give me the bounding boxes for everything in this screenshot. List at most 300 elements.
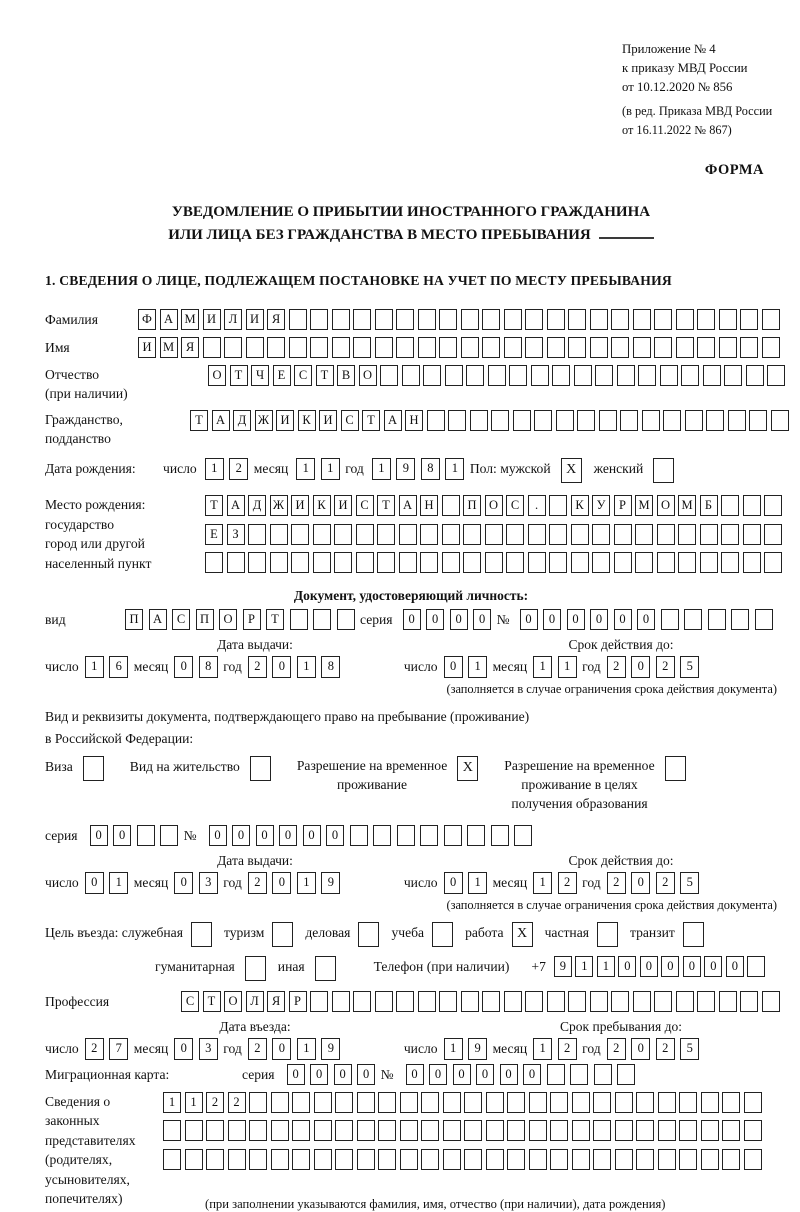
char-cell[interactable] bbox=[509, 365, 527, 386]
char-cell[interactable] bbox=[529, 1149, 547, 1170]
char-cell[interactable]: З bbox=[227, 524, 245, 545]
char-cell[interactable] bbox=[549, 552, 567, 573]
char-cell[interactable] bbox=[507, 1092, 525, 1113]
char-cell[interactable] bbox=[427, 410, 445, 431]
char-cell[interactable] bbox=[514, 825, 532, 846]
char-cell[interactable] bbox=[504, 991, 522, 1012]
char-cell[interactable] bbox=[719, 309, 737, 330]
char-cell[interactable] bbox=[617, 365, 635, 386]
char-cell[interactable] bbox=[402, 365, 420, 386]
char-cell[interactable] bbox=[357, 1120, 375, 1141]
char-cell[interactable] bbox=[749, 410, 767, 431]
char-cell[interactable] bbox=[335, 1149, 353, 1170]
checkbox-female[interactable] bbox=[653, 458, 674, 483]
char-cell[interactable] bbox=[615, 1092, 633, 1113]
char-cell[interactable]: А bbox=[212, 410, 230, 431]
char-cell[interactable] bbox=[397, 825, 415, 846]
char-cell[interactable] bbox=[292, 1149, 310, 1170]
char-cell[interactable] bbox=[762, 309, 780, 330]
char-cell[interactable]: А bbox=[384, 410, 402, 431]
char-cell[interactable]: А bbox=[227, 495, 245, 516]
char-cell[interactable] bbox=[740, 991, 758, 1012]
char-cell[interactable]: 1 bbox=[444, 1038, 463, 1060]
char-cell[interactable]: Т bbox=[230, 365, 248, 386]
checkbox-other-purpose[interactable] bbox=[315, 956, 336, 981]
char-cell[interactable]: 0 bbox=[704, 956, 722, 977]
char-cell[interactable] bbox=[443, 1092, 461, 1113]
char-cell[interactable] bbox=[227, 552, 245, 573]
char-cell[interactable] bbox=[418, 991, 436, 1012]
char-cell[interactable] bbox=[550, 1149, 568, 1170]
char-cell[interactable]: Т bbox=[266, 609, 284, 630]
char-cell[interactable]: Я bbox=[267, 991, 285, 1012]
char-cell[interactable] bbox=[590, 991, 608, 1012]
char-cell[interactable] bbox=[701, 1149, 719, 1170]
char-cell[interactable] bbox=[550, 1120, 568, 1141]
char-cell[interactable] bbox=[464, 1120, 482, 1141]
char-cell[interactable]: 0 bbox=[520, 609, 538, 630]
char-cell[interactable] bbox=[396, 991, 414, 1012]
char-cell[interactable] bbox=[353, 309, 371, 330]
char-cell[interactable] bbox=[445, 365, 463, 386]
char-cell[interactable]: Е bbox=[273, 365, 291, 386]
char-cell[interactable]: 6 bbox=[109, 656, 128, 678]
char-cell[interactable]: 2 bbox=[228, 1092, 246, 1113]
char-cell[interactable]: У bbox=[592, 495, 610, 516]
char-cell[interactable] bbox=[357, 1149, 375, 1170]
char-cell[interactable] bbox=[400, 1149, 418, 1170]
char-cell[interactable]: 8 bbox=[199, 656, 218, 678]
char-cell[interactable] bbox=[488, 365, 506, 386]
char-cell[interactable] bbox=[700, 524, 718, 545]
char-cell[interactable] bbox=[654, 337, 672, 358]
char-cell[interactable]: 1 bbox=[533, 656, 552, 678]
char-cell[interactable] bbox=[249, 1092, 267, 1113]
char-cell[interactable] bbox=[719, 991, 737, 1012]
char-cell[interactable] bbox=[743, 495, 761, 516]
char-cell[interactable] bbox=[552, 365, 570, 386]
char-cell[interactable] bbox=[420, 524, 438, 545]
char-cell[interactable] bbox=[740, 309, 758, 330]
char-cell[interactable]: П bbox=[196, 609, 214, 630]
char-cell[interactable] bbox=[592, 524, 610, 545]
char-cell[interactable] bbox=[700, 552, 718, 573]
char-cell[interactable] bbox=[708, 609, 726, 630]
char-cell[interactable]: 7 bbox=[109, 1038, 128, 1060]
char-cell[interactable] bbox=[654, 309, 672, 330]
char-cell[interactable] bbox=[491, 410, 509, 431]
char-cell[interactable]: Т bbox=[190, 410, 208, 431]
checkbox-transit[interactable] bbox=[683, 922, 704, 947]
char-cell[interactable]: 1 bbox=[297, 656, 316, 678]
char-cell[interactable] bbox=[353, 337, 371, 358]
char-cell[interactable] bbox=[464, 1149, 482, 1170]
char-cell[interactable]: 0 bbox=[287, 1064, 305, 1085]
char-cell[interactable] bbox=[485, 524, 503, 545]
char-cell[interactable]: 1 bbox=[372, 458, 391, 480]
char-cell[interactable] bbox=[206, 1149, 224, 1170]
char-cell[interactable] bbox=[291, 524, 309, 545]
char-cell[interactable] bbox=[663, 410, 681, 431]
char-cell[interactable]: Л bbox=[224, 309, 242, 330]
char-cell[interactable] bbox=[418, 309, 436, 330]
char-cell[interactable] bbox=[611, 991, 629, 1012]
char-cell[interactable] bbox=[654, 991, 672, 1012]
char-cell[interactable] bbox=[590, 309, 608, 330]
char-cell[interactable] bbox=[464, 1092, 482, 1113]
char-cell[interactable] bbox=[743, 524, 761, 545]
char-cell[interactable] bbox=[611, 309, 629, 330]
char-cell[interactable]: И bbox=[276, 410, 294, 431]
char-cell[interactable] bbox=[396, 309, 414, 330]
char-cell[interactable] bbox=[291, 552, 309, 573]
char-cell[interactable] bbox=[615, 1120, 633, 1141]
char-cell[interactable] bbox=[577, 410, 595, 431]
char-cell[interactable] bbox=[571, 552, 589, 573]
char-cell[interactable]: . bbox=[528, 495, 546, 516]
char-cell[interactable]: П bbox=[125, 609, 143, 630]
char-cell[interactable] bbox=[635, 552, 653, 573]
checkbox-business[interactable] bbox=[358, 922, 379, 947]
char-cell[interactable]: 1 bbox=[297, 872, 316, 894]
char-cell[interactable]: Я bbox=[267, 309, 285, 330]
char-cell[interactable] bbox=[421, 1120, 439, 1141]
char-cell[interactable]: И bbox=[291, 495, 309, 516]
char-cell[interactable] bbox=[572, 1092, 590, 1113]
char-cell[interactable] bbox=[271, 1149, 289, 1170]
char-cell[interactable] bbox=[421, 1149, 439, 1170]
char-cell[interactable] bbox=[642, 410, 660, 431]
char-cell[interactable] bbox=[697, 991, 715, 1012]
char-cell[interactable]: 0 bbox=[567, 609, 585, 630]
char-cell[interactable] bbox=[657, 524, 675, 545]
checkbox-temp-residence[interactable]: X bbox=[457, 756, 478, 781]
char-cell[interactable] bbox=[747, 956, 765, 977]
char-cell[interactable] bbox=[228, 1120, 246, 1141]
char-cell[interactable] bbox=[676, 337, 694, 358]
char-cell[interactable]: 0 bbox=[444, 872, 463, 894]
char-cell[interactable]: 0 bbox=[453, 1064, 471, 1085]
char-cell[interactable] bbox=[660, 365, 678, 386]
char-cell[interactable]: 2 bbox=[656, 656, 675, 678]
char-cell[interactable] bbox=[375, 337, 393, 358]
char-cell[interactable]: 2 bbox=[656, 872, 675, 894]
checkbox-study[interactable] bbox=[432, 922, 453, 947]
char-cell[interactable]: 2 bbox=[607, 1038, 626, 1060]
char-cell[interactable] bbox=[421, 1092, 439, 1113]
char-cell[interactable]: К bbox=[313, 495, 331, 516]
char-cell[interactable] bbox=[572, 1149, 590, 1170]
char-cell[interactable]: 1 bbox=[185, 1092, 203, 1113]
char-cell[interactable] bbox=[547, 991, 565, 1012]
char-cell[interactable] bbox=[314, 1092, 332, 1113]
char-cell[interactable]: С bbox=[294, 365, 312, 386]
char-cell[interactable] bbox=[679, 1120, 697, 1141]
checkbox-tourism[interactable] bbox=[272, 922, 293, 947]
char-cell[interactable] bbox=[353, 991, 371, 1012]
char-cell[interactable]: 0 bbox=[661, 956, 679, 977]
char-cell[interactable] bbox=[271, 1120, 289, 1141]
char-cell[interactable] bbox=[246, 337, 264, 358]
char-cell[interactable] bbox=[292, 1120, 310, 1141]
char-cell[interactable]: 9 bbox=[396, 458, 415, 480]
char-cell[interactable]: Р bbox=[614, 495, 632, 516]
char-cell[interactable] bbox=[485, 552, 503, 573]
char-cell[interactable] bbox=[396, 337, 414, 358]
char-cell[interactable] bbox=[531, 365, 549, 386]
char-cell[interactable] bbox=[248, 524, 266, 545]
char-cell[interactable] bbox=[593, 1120, 611, 1141]
char-cell[interactable]: И bbox=[203, 309, 221, 330]
char-cell[interactable]: Т bbox=[316, 365, 334, 386]
char-cell[interactable]: 0 bbox=[272, 872, 291, 894]
char-cell[interactable]: К bbox=[571, 495, 589, 516]
char-cell[interactable] bbox=[442, 495, 460, 516]
char-cell[interactable] bbox=[525, 991, 543, 1012]
char-cell[interactable] bbox=[657, 552, 675, 573]
char-cell[interactable]: Б bbox=[700, 495, 718, 516]
char-cell[interactable]: 0 bbox=[444, 656, 463, 678]
char-cell[interactable]: 0 bbox=[272, 656, 291, 678]
char-cell[interactable]: 3 bbox=[199, 1038, 218, 1060]
char-cell[interactable]: Д bbox=[248, 495, 266, 516]
char-cell[interactable] bbox=[568, 337, 586, 358]
char-cell[interactable]: 0 bbox=[85, 872, 104, 894]
char-cell[interactable]: 1 bbox=[297, 1038, 316, 1060]
char-cell[interactable]: 0 bbox=[406, 1064, 424, 1085]
char-cell[interactable]: 0 bbox=[90, 825, 108, 846]
char-cell[interactable] bbox=[356, 524, 374, 545]
char-cell[interactable] bbox=[568, 309, 586, 330]
char-cell[interactable] bbox=[721, 524, 739, 545]
char-cell[interactable] bbox=[764, 524, 782, 545]
char-cell[interactable]: Р bbox=[289, 991, 307, 1012]
char-cell[interactable]: 1 bbox=[468, 656, 487, 678]
char-cell[interactable] bbox=[461, 991, 479, 1012]
char-cell[interactable]: 0 bbox=[334, 1064, 352, 1085]
char-cell[interactable]: С bbox=[341, 410, 359, 431]
char-cell[interactable] bbox=[334, 524, 352, 545]
char-cell[interactable]: Ф bbox=[138, 309, 156, 330]
char-cell[interactable] bbox=[486, 1149, 504, 1170]
char-cell[interactable]: 0 bbox=[426, 609, 444, 630]
char-cell[interactable] bbox=[703, 365, 721, 386]
char-cell[interactable]: С bbox=[172, 609, 190, 630]
char-cell[interactable] bbox=[547, 337, 565, 358]
char-cell[interactable]: 5 bbox=[680, 872, 699, 894]
char-cell[interactable]: 1 bbox=[575, 956, 593, 977]
char-cell[interactable] bbox=[206, 1120, 224, 1141]
char-cell[interactable] bbox=[636, 1120, 654, 1141]
char-cell[interactable] bbox=[463, 524, 481, 545]
char-cell[interactable] bbox=[466, 365, 484, 386]
char-cell[interactable]: 0 bbox=[113, 825, 131, 846]
char-cell[interactable] bbox=[334, 552, 352, 573]
char-cell[interactable]: 3 bbox=[199, 872, 218, 894]
char-cell[interactable] bbox=[160, 825, 178, 846]
char-cell[interactable]: А bbox=[160, 309, 178, 330]
char-cell[interactable] bbox=[658, 1120, 676, 1141]
char-cell[interactable] bbox=[722, 1120, 740, 1141]
char-cell[interactable] bbox=[547, 1064, 565, 1085]
checkbox-humanitarian[interactable] bbox=[245, 956, 266, 981]
char-cell[interactable] bbox=[335, 1092, 353, 1113]
char-cell[interactable] bbox=[611, 337, 629, 358]
char-cell[interactable]: 2 bbox=[248, 1038, 267, 1060]
char-cell[interactable] bbox=[661, 609, 679, 630]
char-cell[interactable] bbox=[547, 309, 565, 330]
char-cell[interactable]: 0 bbox=[174, 872, 193, 894]
char-cell[interactable]: Я bbox=[181, 337, 199, 358]
char-cell[interactable] bbox=[599, 410, 617, 431]
char-cell[interactable] bbox=[722, 1092, 740, 1113]
char-cell[interactable]: 1 bbox=[205, 458, 224, 480]
char-cell[interactable]: С bbox=[181, 991, 199, 1012]
char-cell[interactable] bbox=[313, 552, 331, 573]
char-cell[interactable]: 0 bbox=[450, 609, 468, 630]
char-cell[interactable] bbox=[337, 609, 355, 630]
char-cell[interactable] bbox=[444, 825, 462, 846]
char-cell[interactable] bbox=[697, 337, 715, 358]
char-cell[interactable]: 1 bbox=[533, 872, 552, 894]
checkbox-temp-residence-education[interactable] bbox=[665, 756, 686, 781]
char-cell[interactable] bbox=[658, 1149, 676, 1170]
char-cell[interactable] bbox=[439, 337, 457, 358]
char-cell[interactable] bbox=[310, 309, 328, 330]
char-cell[interactable]: К bbox=[298, 410, 316, 431]
char-cell[interactable] bbox=[762, 991, 780, 1012]
char-cell[interactable] bbox=[528, 552, 546, 573]
char-cell[interactable] bbox=[290, 609, 308, 630]
char-cell[interactable]: Ж bbox=[270, 495, 288, 516]
char-cell[interactable] bbox=[491, 825, 509, 846]
char-cell[interactable]: С bbox=[506, 495, 524, 516]
char-cell[interactable] bbox=[350, 825, 368, 846]
char-cell[interactable] bbox=[185, 1120, 203, 1141]
char-cell[interactable] bbox=[463, 552, 481, 573]
char-cell[interactable]: 0 bbox=[303, 825, 321, 846]
char-cell[interactable] bbox=[163, 1149, 181, 1170]
char-cell[interactable]: 9 bbox=[321, 872, 340, 894]
char-cell[interactable] bbox=[568, 991, 586, 1012]
char-cell[interactable] bbox=[313, 609, 331, 630]
char-cell[interactable] bbox=[534, 410, 552, 431]
char-cell[interactable] bbox=[249, 1120, 267, 1141]
char-cell[interactable] bbox=[764, 552, 782, 573]
char-cell[interactable]: А bbox=[149, 609, 167, 630]
char-cell[interactable] bbox=[679, 1092, 697, 1113]
char-cell[interactable] bbox=[377, 552, 395, 573]
char-cell[interactable]: 0 bbox=[631, 1038, 650, 1060]
char-cell[interactable]: Ч bbox=[251, 365, 269, 386]
char-cell[interactable]: С bbox=[356, 495, 374, 516]
char-cell[interactable] bbox=[486, 1120, 504, 1141]
char-cell[interactable] bbox=[528, 524, 546, 545]
char-cell[interactable] bbox=[685, 410, 703, 431]
char-cell[interactable]: 2 bbox=[85, 1038, 104, 1060]
char-cell[interactable] bbox=[697, 309, 715, 330]
char-cell[interactable] bbox=[614, 524, 632, 545]
char-cell[interactable] bbox=[332, 991, 350, 1012]
char-cell[interactable] bbox=[439, 309, 457, 330]
char-cell[interactable] bbox=[357, 1092, 375, 1113]
char-cell[interactable] bbox=[420, 552, 438, 573]
char-cell[interactable] bbox=[378, 1092, 396, 1113]
char-cell[interactable] bbox=[549, 495, 567, 516]
char-cell[interactable] bbox=[332, 337, 350, 358]
char-cell[interactable]: 0 bbox=[473, 609, 491, 630]
char-cell[interactable] bbox=[248, 552, 266, 573]
char-cell[interactable] bbox=[743, 552, 761, 573]
char-cell[interactable] bbox=[400, 1120, 418, 1141]
char-cell[interactable] bbox=[679, 1149, 697, 1170]
char-cell[interactable] bbox=[676, 991, 694, 1012]
char-cell[interactable]: В bbox=[337, 365, 355, 386]
char-cell[interactable]: 0 bbox=[310, 1064, 328, 1085]
char-cell[interactable]: П bbox=[463, 495, 481, 516]
char-cell[interactable] bbox=[375, 991, 393, 1012]
char-cell[interactable] bbox=[513, 410, 531, 431]
char-cell[interactable]: 0 bbox=[174, 1038, 193, 1060]
char-cell[interactable] bbox=[356, 552, 374, 573]
char-cell[interactable]: 0 bbox=[209, 825, 227, 846]
char-cell[interactable]: 2 bbox=[206, 1092, 224, 1113]
char-cell[interactable]: О bbox=[219, 609, 237, 630]
char-cell[interactable] bbox=[728, 410, 746, 431]
char-cell[interactable] bbox=[556, 410, 574, 431]
char-cell[interactable]: Т bbox=[377, 495, 395, 516]
char-cell[interactable] bbox=[764, 495, 782, 516]
char-cell[interactable] bbox=[614, 552, 632, 573]
char-cell[interactable] bbox=[593, 1149, 611, 1170]
char-cell[interactable]: М bbox=[160, 337, 178, 358]
char-cell[interactable] bbox=[633, 337, 651, 358]
char-cell[interactable] bbox=[506, 524, 524, 545]
char-cell[interactable] bbox=[224, 337, 242, 358]
char-cell[interactable]: 1 bbox=[163, 1092, 181, 1113]
char-cell[interactable]: М bbox=[635, 495, 653, 516]
char-cell[interactable] bbox=[439, 991, 457, 1012]
char-cell[interactable] bbox=[678, 524, 696, 545]
char-cell[interactable]: 0 bbox=[232, 825, 250, 846]
char-cell[interactable]: И bbox=[334, 495, 352, 516]
char-cell[interactable]: 0 bbox=[631, 656, 650, 678]
char-cell[interactable]: 0 bbox=[590, 609, 608, 630]
char-cell[interactable] bbox=[706, 410, 724, 431]
char-cell[interactable] bbox=[636, 1092, 654, 1113]
char-cell[interactable]: О bbox=[208, 365, 226, 386]
char-cell[interactable]: 9 bbox=[554, 956, 572, 977]
char-cell[interactable] bbox=[185, 1149, 203, 1170]
char-cell[interactable] bbox=[504, 309, 522, 330]
char-cell[interactable] bbox=[292, 1092, 310, 1113]
char-cell[interactable]: М bbox=[181, 309, 199, 330]
char-cell[interactable]: Т bbox=[203, 991, 221, 1012]
char-cell[interactable] bbox=[163, 1120, 181, 1141]
char-cell[interactable] bbox=[755, 609, 773, 630]
char-cell[interactable] bbox=[722, 1149, 740, 1170]
char-cell[interactable]: 0 bbox=[631, 872, 650, 894]
char-cell[interactable] bbox=[314, 1149, 332, 1170]
char-cell[interactable]: 2 bbox=[607, 656, 626, 678]
char-cell[interactable] bbox=[571, 524, 589, 545]
char-cell[interactable] bbox=[721, 552, 739, 573]
char-cell[interactable]: 1 bbox=[533, 1038, 552, 1060]
char-cell[interactable]: 0 bbox=[500, 1064, 518, 1085]
char-cell[interactable]: 9 bbox=[468, 1038, 487, 1060]
char-cell[interactable] bbox=[771, 410, 789, 431]
char-cell[interactable]: 2 bbox=[656, 1038, 675, 1060]
